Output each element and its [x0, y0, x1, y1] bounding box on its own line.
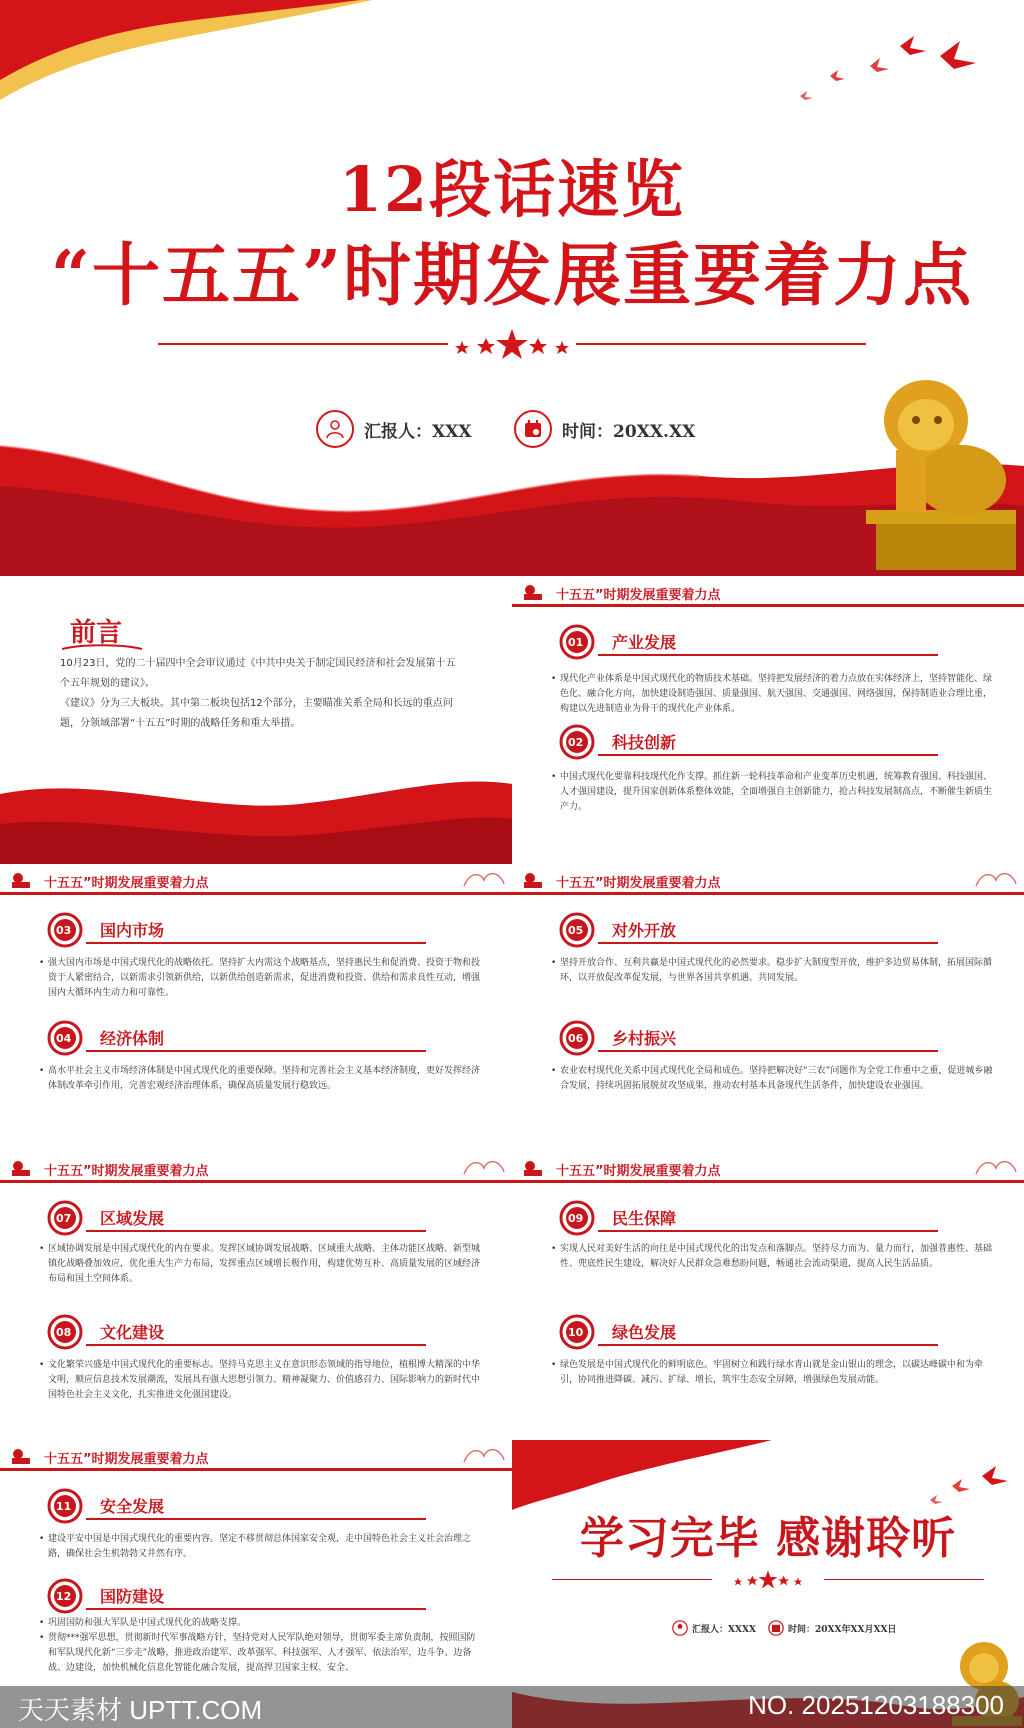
section-body-extra: • 贯彻***强军思想，贯彻新时代军事战略方针，坚持党对人民军队绝对领导，贯彻军委主席负责制，按照国防和军队现代化新“三步走”战略，推进政治建军、改革强军、科技强军、人才强军、依法治军，边斗争、边备战、边建设，加快机械化信息化智能化融合发展，提高捍卫国家主权、安全、 — [48, 1631, 484, 1676]
section-line — [86, 1230, 426, 1232]
section-number: 06 — [568, 1032, 584, 1045]
slide-header — [512, 576, 1024, 608]
section-line — [598, 654, 938, 656]
ending-reporter — [672, 1620, 756, 1636]
cloud-pattern-icon — [974, 866, 1018, 890]
section-title: 安全发展 — [100, 1497, 165, 1516]
header-title: 十五五”时期发展重要着力点 — [44, 1164, 209, 1179]
ending-divider — [824, 1579, 984, 1580]
section-number: 02 — [568, 736, 584, 749]
cover-slide — [0, 0, 1024, 576]
cover-time-text: 时间：20XX.XX — [562, 421, 696, 442]
cloud-pattern-icon — [462, 1442, 506, 1466]
section-body: • 农业农村现代化关系中国式现代化全局和成色。坚持把解决好“三农”问题作为全党工作重中之重，促进城乡融合发展，持续巩固拓展脱贫攻坚成果，推动农村基本具备现代生活条件，加快建设农业强国。 — [560, 1064, 996, 1094]
section-body: • 区域协调发展是中国式现代化的内在要求。发挥区域协调发展战略、区域重大战略、主体功能区战略、新型城镇化战略叠加效应，优化重大生产力布局，发挥重点区域增长极作用，构建优势互补、高质量发展的区域经济布局和国土空间体系。 — [48, 1242, 484, 1287]
slide-header — [512, 864, 1024, 896]
foreword-paragraph: 《建议》分为三大板块。其中第二板块包括12个部分，主要瞄准关系全局和长远的重点问题，分领域部署“十五五”时期的战略任务和重大举措。 — [60, 698, 453, 729]
top-left-ribbon — [0, 0, 380, 110]
section-body: • 实现人民对美好生活的向往是中国式现代化的出发点和落脚点。坚持尽力而为、量力而行，加强普惠性、基础性、兜底性民生建设，解决好人民群众急难愁盼问题，畅通社会流动渠道，提高人民生活品质。 — [560, 1242, 996, 1272]
section-number: 08 — [56, 1326, 72, 1339]
header-title: 十五五”时期发展重要着力点 — [556, 1164, 721, 1179]
section-line — [598, 1344, 938, 1346]
foreword-title: 前言 — [70, 618, 123, 648]
section-body: • 强大国内市场是中国式现代化的战略依托。坚持扩大内需这个战略基点，坚持惠民生和促消费、投资于物和投资于人紧密结合，以新需求引领新供给，以新供给创造新需求，促进消费和投资、供给和需求良性互动，增强国内大循环内生动力和可靠性。 — [48, 956, 484, 1001]
birds-icon — [790, 26, 990, 116]
section-line — [86, 1050, 426, 1052]
ending-title: 学习完毕 感谢聆听 — [579, 1513, 957, 1564]
party-emblem-icon — [10, 1448, 32, 1466]
ending-divider — [552, 1579, 712, 1580]
slide-sections-03-04 — [0, 864, 512, 1152]
header-line — [0, 1468, 512, 1471]
header-title: 十五五”时期发展重要着力点 — [556, 876, 721, 891]
ending-time-text: 时间：20XX年XX月XX日 — [788, 1624, 897, 1635]
ending-time — [768, 1620, 896, 1636]
title-underline-icon — [62, 644, 142, 654]
slide-sections-11-12 — [0, 1440, 512, 1728]
section-title: 产业发展 — [612, 633, 677, 652]
cover-title-line2: “十五五”时期发展重要着力点 — [50, 236, 974, 316]
slide-sections-01-02 — [512, 576, 1024, 864]
cover-title-line1: 12段话速览 — [338, 153, 686, 226]
header-title: 十五五”时期发展重要着力点 — [44, 876, 209, 891]
party-emblem-icon — [10, 872, 32, 890]
section-title: 经济体制 — [100, 1029, 165, 1048]
header-title: 十五五”时期发展重要着力点 — [556, 588, 721, 603]
section-title: 绿色发展 — [612, 1323, 677, 1342]
section-number: 09 — [568, 1212, 584, 1225]
section-number: 07 — [56, 1212, 72, 1225]
cover-divider-right — [576, 343, 866, 345]
foreword-slide — [0, 576, 512, 864]
party-emblem-icon — [522, 872, 544, 890]
section-number: 11 — [56, 1500, 72, 1513]
calendar-icon — [768, 1620, 784, 1636]
ending-ribbon — [512, 1440, 772, 1510]
slide-header — [0, 1152, 512, 1184]
section-body: • 中国式现代化要靠科技现代化作支撑。抓住新一轮科技革命和产业变革历史机遇，统筹教育强国、科技强国、人才强国建设，提升国家创新体系整体效能，全面增强自主创新能力，抢占科技发展制高点，不断催生新质生产力。 — [560, 770, 996, 815]
foreword-body — [60, 654, 460, 734]
foreword-paragraph: 10月23日，党的二十届四中全会审议通过《中共中央关于制定国民经济和社会发展第十五个五年规划的建议》。 — [60, 658, 456, 689]
watermark-right: NO. 20251203188300 — [748, 1690, 1004, 1720]
header-line — [512, 1180, 1024, 1183]
section-body: • 现代化产业体系是中国式现代化的物质技术基础。坚持把发展经济的着力点放在实体经济上，坚持智能化、绿色化、融合化方向，加快建设制造强国、质量强国、航天强国、交通强国、网络强国，保持制造业合理比重，构建以先进制造业为骨干的现代化产业体系。 — [560, 672, 996, 717]
cloud-pattern-icon — [462, 1154, 506, 1178]
party-emblem-icon — [522, 584, 544, 602]
section-title: 科技创新 — [612, 733, 677, 752]
stars-icon — [718, 1568, 818, 1592]
section-body: • 建设平安中国是中国式现代化的重要内容。坚定不移贯彻总体国家安全观，走中国特色社会主义社会治理之路，确保社会生机勃勃又井然有序。 — [48, 1532, 484, 1562]
header-title: 十五五”时期发展重要着力点 — [44, 1452, 209, 1467]
party-emblem-icon — [10, 1160, 32, 1178]
section-body: • 高水平社会主义市场经济体制是中国式现代化的重要保障。坚持和完善社会主义基本经济制度，更好发挥经济体制改革牵引作用，完善宏观经济治理体系，确保高质量发展行稳致远。 — [48, 1064, 484, 1094]
section-title: 国内市场 — [100, 921, 165, 940]
section-title: 文化建设 — [100, 1323, 165, 1342]
cloud-pattern-icon — [974, 1154, 1018, 1178]
section-number: 05 — [568, 924, 584, 937]
cover-divider-left — [158, 343, 448, 345]
party-emblem-icon — [522, 1160, 544, 1178]
header-line — [512, 892, 1024, 895]
stars-icon — [452, 325, 572, 365]
section-line — [86, 1344, 426, 1346]
section-title: 区域发展 — [100, 1209, 165, 1228]
section-line — [598, 942, 938, 944]
slide-header — [0, 1440, 512, 1472]
section-body: • 巩固国防和强大军队是中国式现代化的战略支撑。 — [48, 1616, 484, 1631]
cover-reporter-text: 汇报人：XXX — [364, 421, 472, 442]
ending-reporter-text: 汇报人：XXXX — [692, 1624, 756, 1635]
section-line — [86, 1518, 426, 1520]
section-title: 对外开放 — [612, 921, 677, 940]
ending-slide — [512, 1440, 1024, 1728]
section-line — [598, 754, 938, 756]
watermark-bar — [0, 1686, 1024, 1728]
slide-sections-07-08 — [0, 1152, 512, 1440]
foreword-ribbon — [0, 764, 512, 864]
section-line — [598, 1230, 938, 1232]
watermark-left: 天天素材 UPTT.COM — [18, 1695, 263, 1725]
slide-header — [512, 1152, 1024, 1184]
section-line — [86, 1608, 426, 1610]
section-title: 乡村振兴 — [612, 1029, 677, 1048]
user-icon — [672, 1620, 688, 1636]
slide-header — [0, 864, 512, 896]
section-title: 国防建设 — [100, 1587, 165, 1606]
section-line — [86, 942, 426, 944]
golden-lion-icon — [866, 370, 1016, 570]
slide-sections-05-06 — [512, 864, 1024, 1152]
section-line — [598, 1050, 938, 1052]
section-number: 01 — [568, 636, 584, 649]
header-line — [512, 604, 1024, 607]
section-number: 03 — [56, 924, 72, 937]
section-body: • 坚持开放合作、互利共赢是中国式现代化的必然要求。稳步扩大制度型开放，维护多边贸易体制，拓展国际循环，以开放促改革促发展，与世界各国共享机遇、共同发展。 — [560, 956, 996, 986]
section-number: 04 — [56, 1032, 72, 1045]
cloud-pattern-icon — [462, 866, 506, 890]
header-line — [0, 892, 512, 895]
section-title: 民生保障 — [612, 1209, 677, 1228]
section-number: 10 — [568, 1326, 584, 1339]
section-number: 12 — [56, 1590, 72, 1603]
section-body: • 绿色发展是中国式现代化的鲜明底色。牢固树立和践行绿水青山就是金山银山的理念，以碳达峰碳中和为牵引，协同推进降碳、减污、扩绿、增长，筑牢生态安全屏障，增强绿色发展动能。 — [560, 1358, 996, 1388]
header-line — [0, 1180, 512, 1183]
slide-sections-09-10 — [512, 1152, 1024, 1440]
section-body: • 文化繁荣兴盛是中国式现代化的重要标志。坚持马克思主义在意识形态领域的指导地位，植根博大精深的中华文明，顺应信息技术发展潮流，发展具有强大思想引领力、精神凝聚力、价值感召力、国际影响力的新时代中国特色社会主义文化，扎实推进文化强国建设。 — [48, 1358, 484, 1403]
